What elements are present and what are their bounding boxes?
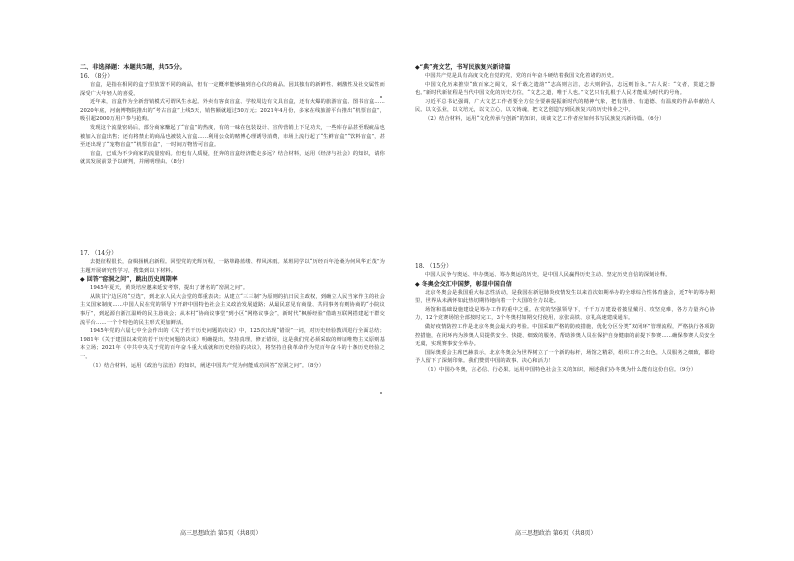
culture-question-2: （2）结合材料，运用“文化传承与创新”的知识，谈谈文艺工作者应如何书写民族复兴新诗篇。（6分）: [425, 115, 665, 122]
q18-number: 18. （15分）: [415, 263, 453, 270]
scan-mark: [380, 96, 382, 98]
question-17: [80, 249, 385, 370]
q18-paragraph-2: 北京冬奥会是我国重大标志性活动，是我国在新冠肺炎疫情发生以来首次如期举办的全球综合性体育盛会，近7年的筹办期里，世界从未满怀如此热切期待地向着一个大国的全力以赴。: [415, 289, 715, 305]
culture-paragraph-2: 中国文化历来推崇“致百家之阔文，采千载之遗韵”“志高则言洁，志大则辞弘，志远则旨永。”古人说：“文者，贯道之器也。”新时代新征程是当代中国文化的历史方位，“文艺之道，唯于人也。”文艺只有扎根于人民才能成为时代的号角。: [415, 81, 715, 97]
section-title: 二、非选择题：本题共5题，共55分。: [80, 64, 186, 71]
q17-paragraph-1: 去挺征程很长，奋楫扬帆启新程。回望党的光辉历程，一路筚路蓝缕、栉风沐雨。某班同学以“历经百年沧桑为何风华正茂”为主题开展研究性学习，搜集到以下材料。: [80, 259, 385, 274]
q18-paragraph-5: 国际奥委会主席巴赫表示，北京冬奥会为世界树立了一个新的标杆，场馆之精彩，组织工作之出色，人员服务之细致，都给予人留下了深刻印象。我们赞赏中国的故事、决心和活力！: [415, 349, 715, 365]
culture-paragraph-3: 习近平总书记强调，广大文艺工作者要全方位全要素提振新时代的精神气象，把有筋骨、有道德、有温度的作品奉献给人民。以文弘业，以文培元，以文立心，以文铸魂，把文艺创造写到民族复兴的历史伟业之中。: [415, 98, 715, 114]
q17-number: 17. （14分）: [80, 250, 118, 257]
q17-paragraph-3: 从陕甘宁边区的“豆选”，到北京人民大会堂的郑重表决；从建立“三三制”为原则的抗日民主政权，到确立人民当家作主的社会主义国家制度……中国人民在党的领导下开辟中国特色社会主义政治发展道路；从最民意见有商量、共同事务有则协商的“小院议事厅”，到起源自浙江温岭的民主恳谈会；从本村“协商议事堂”到小区“网格议事会”，新时代“枫桥经验”借助互联网搭建起干群交流平台……一个个特色的民主形式更加鲜活。: [80, 293, 385, 326]
q18-paragraph-3: 场馆和基础设施建设是筹办工作的重中之重。在党的坚强领导下，千千万万建设者披星戴月、攻坚克难，各方力量齐心协力，12个竞赛场馆全部按时完工，3个冬奥村如期交付使用，京张高铁、京礼高速建成通车。: [415, 306, 715, 322]
culture-section: [415, 63, 715, 124]
q18-paragraph-4: 做好疫情防控工作是北京冬奥会最大的考验。中国采取严格的防疫措施，优化分区分类“双闭环”管理流程，严格执行各项防控措施，在闭环内为涉奥人员提供安全、快捷、细致的服务，帮助涉奥人员在保护自身健康的前提下参赛……确保参赛人员安全无虞，实现赛事安全举办。: [415, 323, 715, 348]
q17-heading: ◆ 回答“窑洞之问”，跳出历史周期率: [80, 276, 178, 284]
q17-paragraph-4: 1945年党的六届七中全会作出的《关于若干历史问题的决议》中，125次出现“错误”一词，对历史经验教训进行全面总结；1981年《关于建国以来党的若干历史问题的决议》明确提出，坚持真理，修正错误，这是我们党必须采取的辩证唯物主义原则基本立场；2021年《中共中央关于党的百年奋斗重大成就和历史经验的决议》，将坚持自我革命作为党百年奋斗的十条历史经验之一。: [80, 328, 385, 360]
culture-paragraph-1: 中国共产党是具有高度文化自觉的党，党的百年奋斗硬结着我国文化着诸的历史。: [425, 73, 618, 79]
page-footer-right: 高三思想政治 第6页（共8页）: [515, 530, 597, 537]
q16-paragraph-1: 盲盒，是指在相同的盒子里放置不同的商品，但有一定概率能够抽到自心仪的商品。因其独有的新鲜性、刺激性及社交属性而深受广大年轻人的喜爱。: [80, 82, 385, 97]
q17-paragraph-5: （1）结合材料，运用《政治与法治》的知识，阐述中国共产党为何能成功回答“窑洞之问”。（8分）: [90, 362, 325, 369]
q17-paragraph-2: 1945年夏天，黄炎培应邀来延安考察，提出了著名的“窑洞之问”。: [90, 285, 249, 292]
q18-heading: ◆ 冬奥会交汇中国梦，彰显中国自信: [415, 280, 512, 288]
q16-number: 16. （8分）: [80, 73, 114, 80]
q16-paragraph-2: 近年来，盲盒作为全新营销模式可谓风生水起。外卖有客食盲盒、学校周边有文具盲盒，还有火爆的旅游盲盒、图书盲盒……2020年底，河南博物院推出的“考古盲盒”上线5天，销售额就超过50万元；2021年4月份，多家在线旅游平台推出“机票盲盒”，吸引超2000万用户参与抢购。: [80, 99, 385, 123]
scan-mark: [380, 392, 382, 394]
question-18: [415, 262, 715, 375]
culture-heading: ◆“典”亮文艺，书写民族复兴新诗篇: [415, 64, 511, 71]
q16-paragraph-3: 发现这个流量密码后，部分商家赚起了“盲盒”的热度，有的一味在包装设计、宣传营销上下足功夫，一些库存品甚至瑕疵品也被加入盲盒出售；还有将禁止的商品也被装入盲盒……利用公众的赌博心理诱导消费，市场上流行起了“生鲜盲盒”“饮料盲盒”，甚至还出现了“宠物盲盒”“机票盲盒”，一时间万物皆可盲盒。: [80, 124, 385, 149]
page-footer-left: 高三思想政治 第5页（共8页）: [180, 530, 262, 537]
q16-paragraph-4: 盲盒，已成为不少商家的流量密码。但也有人质疑，狂奔的盲盒经济能走多远？结合材料，运用《经济与社会》的知识，请你就其发展前景予以研判，并阐明理由。（8分）: [80, 150, 385, 166]
section-nonchoice: [80, 63, 385, 167]
q18-paragraph-1: 中国人民争与奥运、申办奥运、筹办奥运的历史，是中国人民赢得历史主动、坚定历史自信的深刻诠释。: [425, 272, 671, 278]
q18-question-1: （1）中国办冬奥，言必信、行必果。运用中国特色社会主义的知识，阐述我们办冬奥为什么能有这份自信。（9分）: [425, 366, 697, 373]
page-right: [397, 0, 794, 561]
